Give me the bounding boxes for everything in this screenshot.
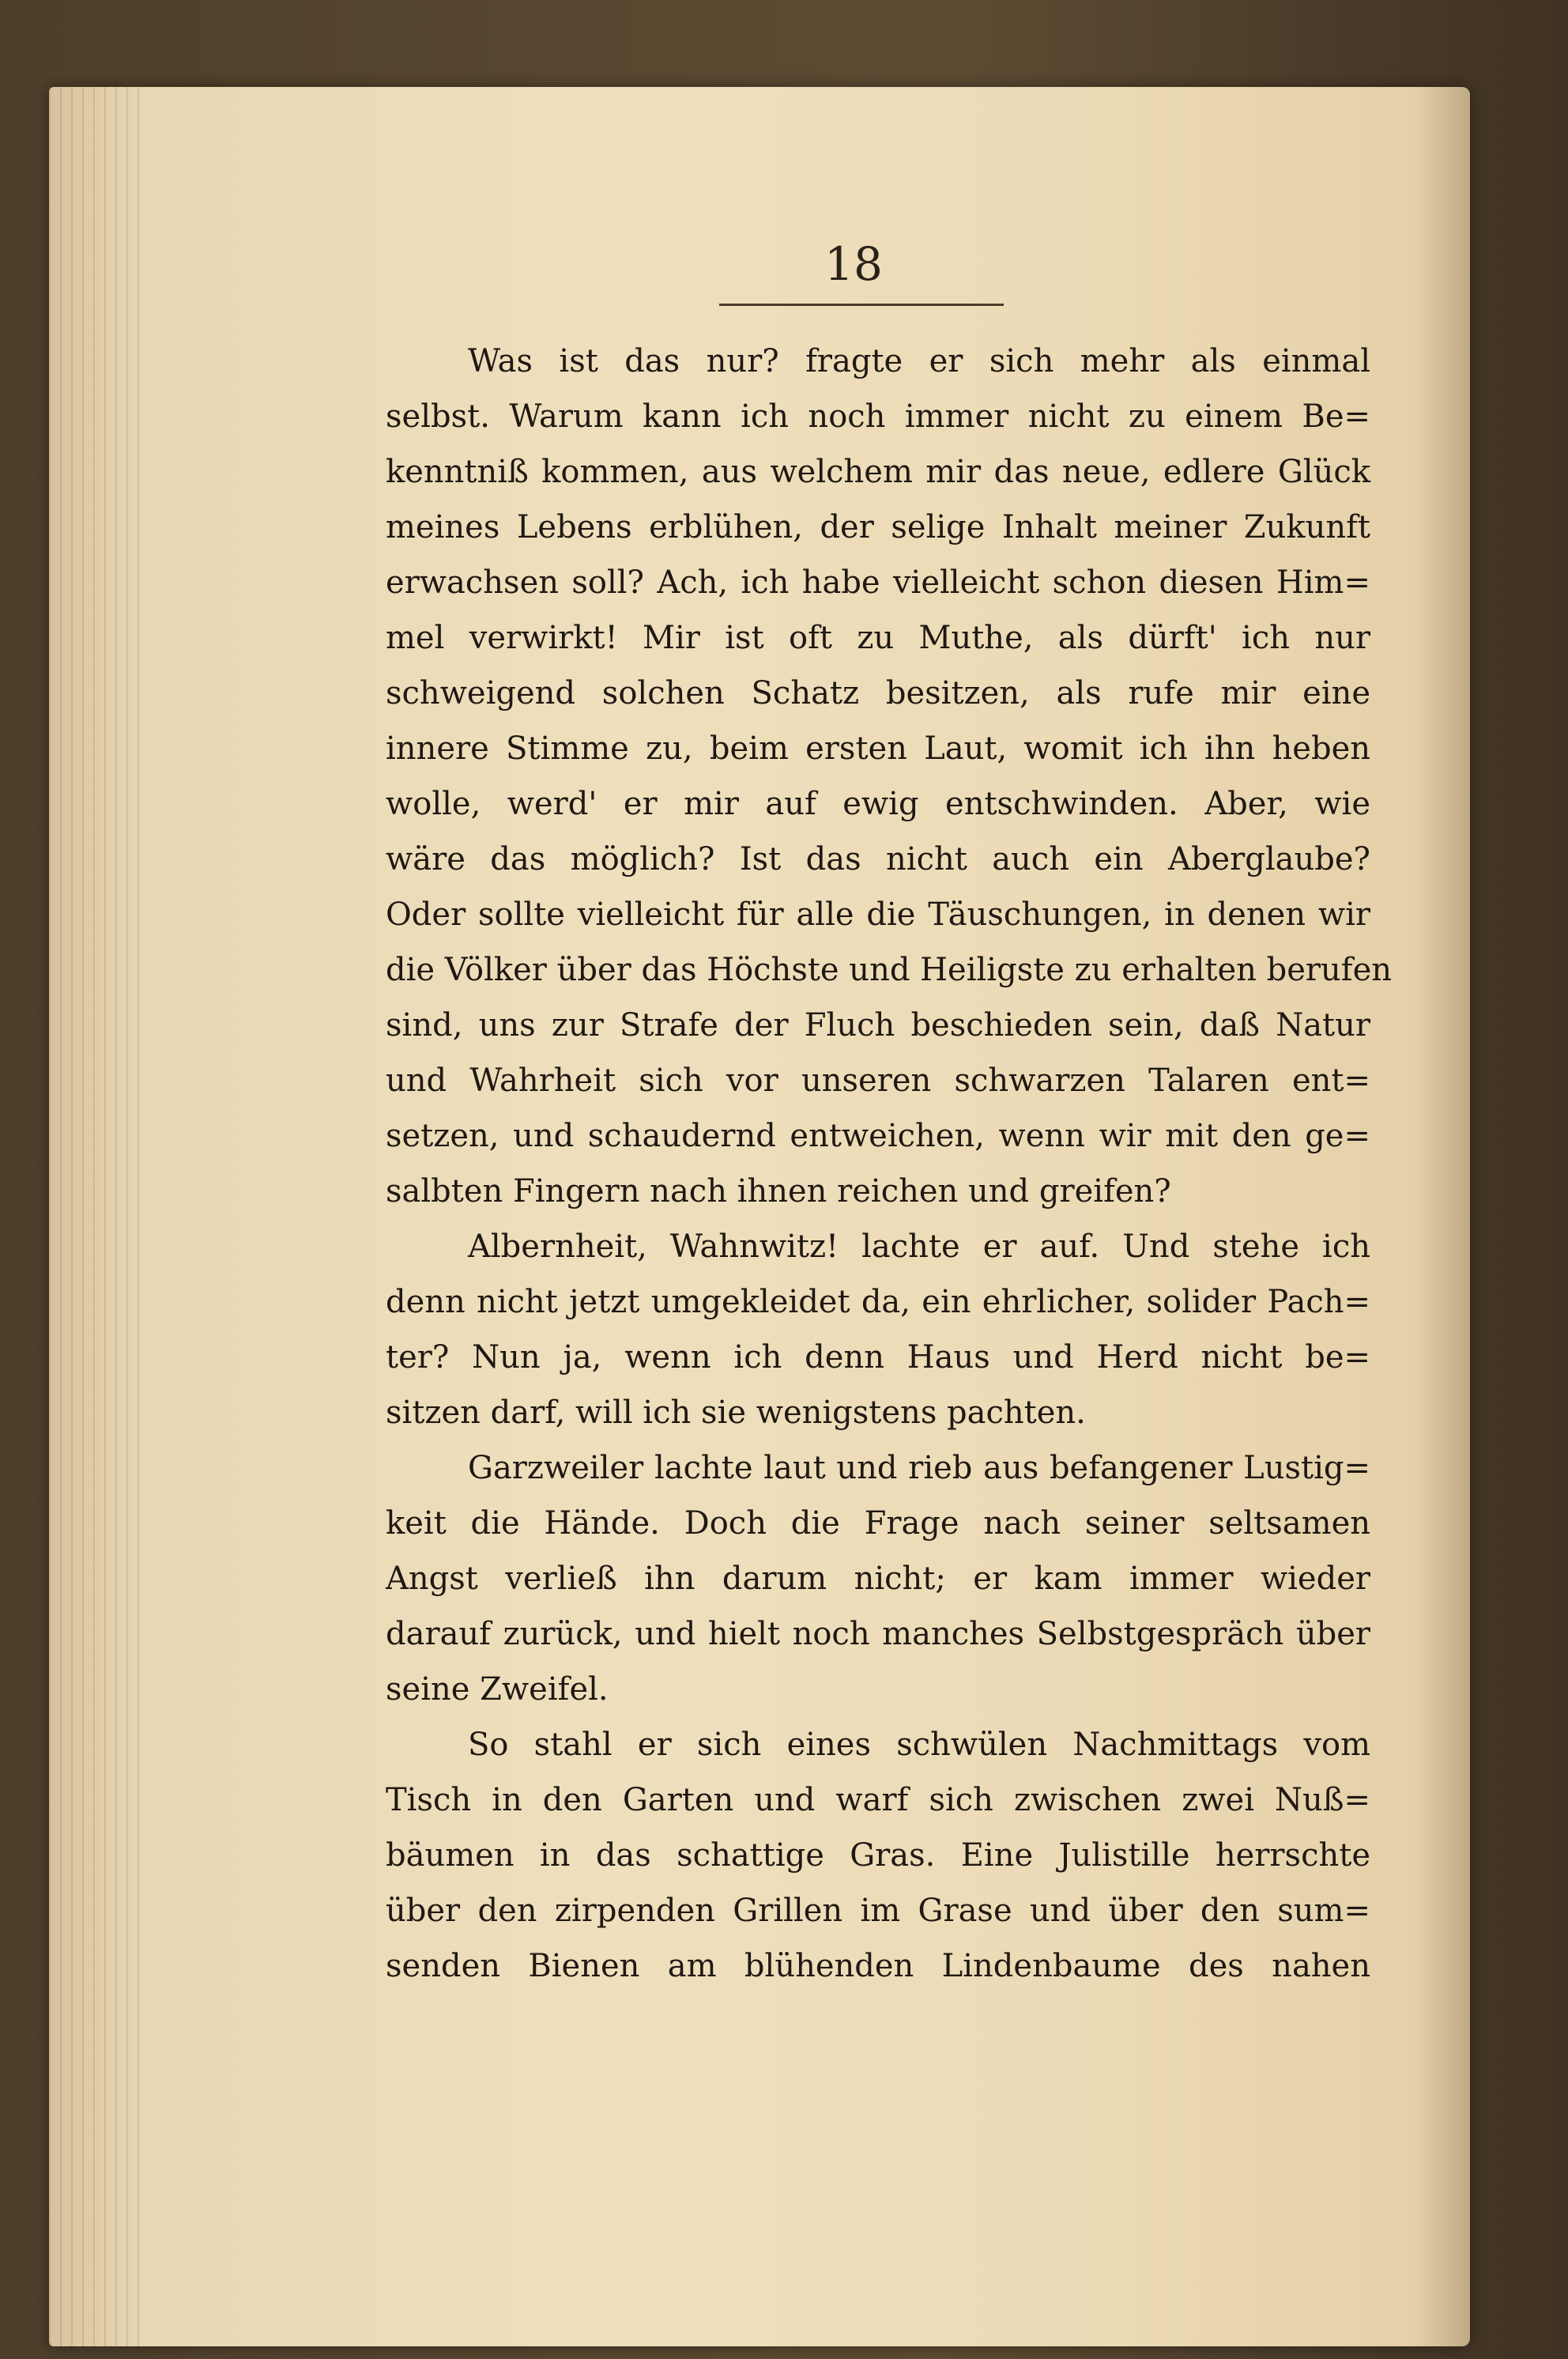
text-line: wäre das möglich? Ist das nicht auch ein Aberglaube? bbox=[386, 841, 1370, 878]
header-rule bbox=[719, 304, 1004, 306]
text-line: über den zirpenden Grillen im Grase und über den sum= bbox=[386, 1893, 1370, 1929]
text-line: Albernheit, Wahnwitz! lachte er auf. Und stehe ich bbox=[468, 1229, 1370, 1265]
text-line: Angst verließ ihn darum nicht; er kam immer wieder bbox=[386, 1561, 1370, 1597]
text-line: innere Stimme zu, beim ersten Laut, womit ich ihn heben bbox=[386, 730, 1370, 767]
text-line: darauf zurück, und hielt noch manches Selbstgespräch über bbox=[386, 1616, 1370, 1652]
text-line: schweigend solchen Schatz besitzen, als rufe mir eine bbox=[386, 675, 1370, 711]
text-line: denn nicht jetzt umgekleidet da, ein ehrlicher, solider Pach= bbox=[386, 1284, 1370, 1320]
text-line: meines Lebens erblühen, der selige Inhalt meiner Zukunft bbox=[386, 509, 1370, 545]
text-line: bäumen in das schattige Gras. Eine Julistille herrschte bbox=[386, 1837, 1370, 1874]
text-line: senden Bienen am blühenden Lindenbaume des nahen bbox=[386, 1948, 1370, 1984]
text-line: ter? Nun ja, wenn ich denn Haus und Herd nicht be= bbox=[386, 1339, 1370, 1376]
text-line: sitzen darf, will ich sie wenigstens pachten. bbox=[386, 1395, 1086, 1431]
text-line: keit die Hände. Doch die Frage nach seiner seltsamen bbox=[386, 1505, 1370, 1542]
text-line: Garzweiler lachte laut und rieb aus befangener Lustig= bbox=[468, 1450, 1370, 1486]
text-line: Tisch in den Garten und warf sich zwischen zwei Nuß= bbox=[386, 1782, 1370, 1818]
text-line: die Völker über das Höchste und Heiligste zu erhalten berufen bbox=[386, 952, 1393, 988]
text-line: So stahl er sich eines schwülen Nachmittags vom bbox=[468, 1727, 1370, 1763]
text-line: selbst. Warum kann ich noch immer nicht zu einem Be= bbox=[386, 398, 1370, 435]
body-text bbox=[386, 334, 1393, 1994]
page-number: 18 bbox=[824, 237, 883, 291]
text-line: mel verwirkt! Mir ist oft zu Muthe, als dürft' ich nur bbox=[386, 620, 1370, 656]
text-line: und Wahrheit sich vor unseren schwarzen Talaren ent= bbox=[386, 1062, 1370, 1099]
text-line: wolle, werd' er mir auf ewig entschwinden. Aber, wie bbox=[386, 786, 1370, 822]
text-line: salbten Fingern nach ihnen reichen und greifen? bbox=[386, 1173, 1171, 1210]
text-line: setzen, und schaudernd entweichen, wenn wir mit den ge= bbox=[386, 1118, 1370, 1154]
text-line: seine Zweifel. bbox=[386, 1671, 609, 1708]
text-line: Was ist das nur? fragte er sich mehr als einmal bbox=[468, 343, 1370, 379]
stacked-page-edges bbox=[49, 87, 144, 2346]
text-line: Oder sollte vielleicht für alle die Täuschungen, in denen wir bbox=[386, 896, 1370, 933]
text-line: kenntniß kommen, aus welchem mir das neue, edlere Glück bbox=[386, 454, 1370, 490]
text-line: erwachsen soll? Ach, ich habe vielleicht schon diesen Him= bbox=[386, 564, 1370, 601]
text-line: sind, uns zur Strafe der Fluch beschieden sein, daß Natur bbox=[386, 1007, 1370, 1044]
page-gutter-shadow bbox=[1415, 87, 1470, 2346]
